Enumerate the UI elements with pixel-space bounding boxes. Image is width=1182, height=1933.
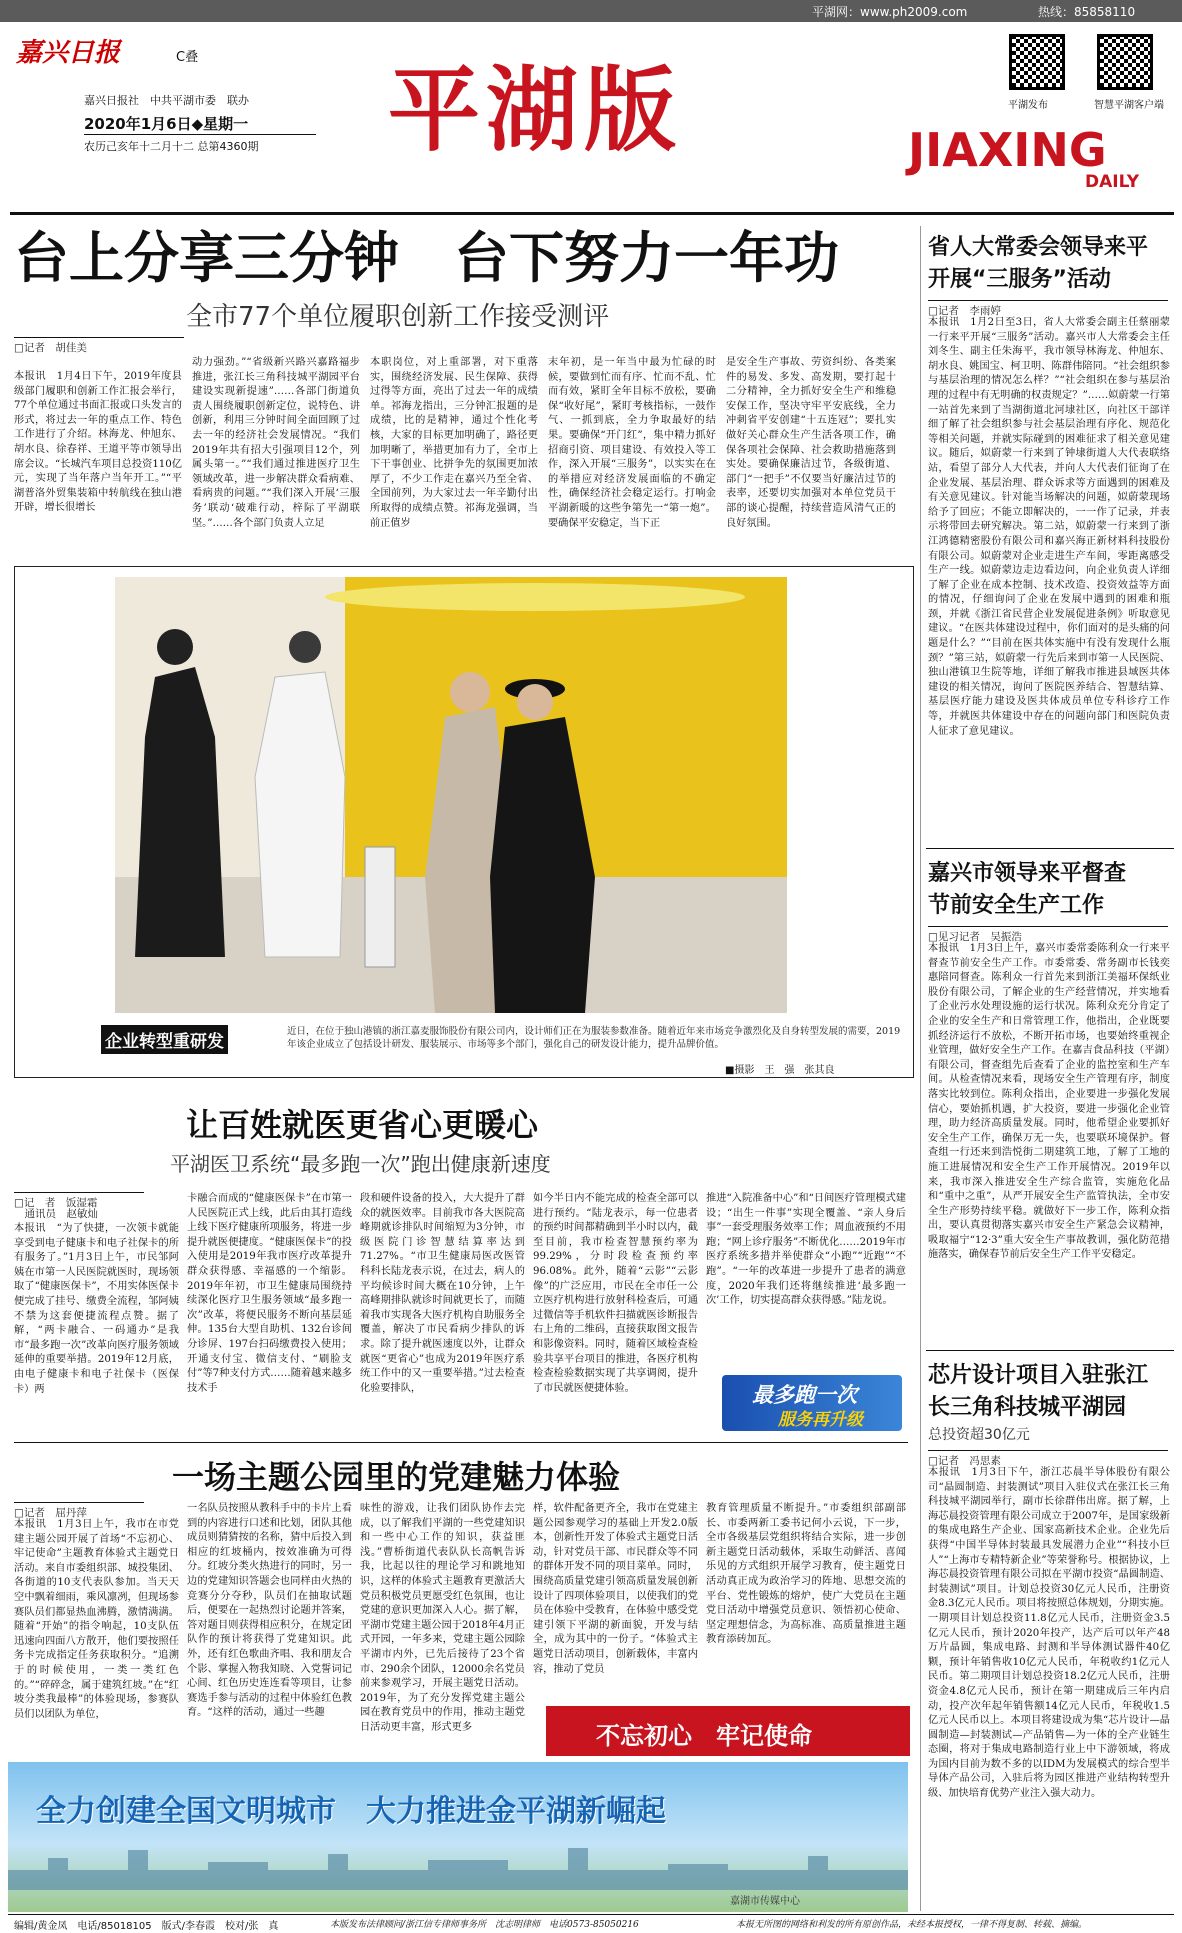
lead-column: 本报讯 1月4日下午，2019年度县级部门履职和创新工作汇报会举行，77个单位通过书面汇报或口头发言的形式，将过去一年的重点工作、特色工作进行了介绍。林海龙、仲旭东、胡水良、徐春祥、王道平等市领导出席会议。“长城汽车项目总投资110亿元，实现了当年落户当年开工。”“平湖普洛外贸集装箱中转航线在独山港开辟，增长很增长 (14, 371, 182, 514)
site-url[interactable]: 平湖网：www.ph2009.com (812, 5, 968, 19)
lunar-date: 农历己亥年十二月十二 总第4360期 (84, 140, 259, 153)
side1-byline: □记者 李雨婷 (928, 300, 1168, 318)
side1-headline: 省人大常委会领导来平 (928, 235, 1149, 260)
lead-body (14, 356, 914, 586)
story3-column: 本报讯 1月3日上午，我市在市党建主题公园开展了首场“不忘初心、牢记使命”主题教育体验式主题党日活动。来自市委组织部、城投集团、各街道的10支代表队参加。当天天空中飘着细雨，乘风凛冽，但现场参赛队员们都显热血沸腾，激情满满。随着“开始”的指令响起，10支队伍迅速向四面八方散开，他们要按照任务卡完成指定任务获取积分。“追溯于的时候使用，一类一类红色的。”“碎碎念，属于建筑红坡。”在“红坡分类我最棒”的体验现场，参赛队员们以团队为单位， (14, 1519, 179, 1720)
qr-label: 智慧平湖客户端 (1094, 100, 1164, 111)
story3-column: 味性的游戏，让我们团队协作去完成，以了解我们平湖的一些党建知识和一些中心工作的知识，获益匪浅。”曹桥街道代表队队长高帆告诉我，比起以往的理论学习和跳地知识，这样的体验式主题教育更激活大党员积极党员更愿受红色氛围，也让党建的意识更加深入人心。据了解，平湖市党建主题公园于2018年4月正式开园，一年多来，党建主题公园除平湖市内外，已先后接待了23个省市、290余个团队，12000余名党员前来参观学习，开展主题党日活动。2019年，为了充分发挥党建主题公园在教育党员中的作用，推动主题党日活动更丰富，形式更多 (360, 1503, 525, 1733)
photo-frame (14, 566, 914, 1078)
story2-byline: 通讯员 赵敏灿 (14, 1208, 98, 1220)
banner-credit: 嘉湖市传媒中心 (730, 1896, 800, 1907)
side2-headline: 嘉兴市领导来平督查 (928, 861, 1127, 886)
story3-headline: 一场主题公园里的党建魅力体验 (172, 1458, 621, 1496)
story3-column: 教育管理质量不断提升。”市委组织部副部长、市委两新工委书记何小云说，下一步，全市各级基层党组织将结合实际，进一步创新主题党日活动载体，采取生动鲜活、喜闻乐见的方式组织开展学习教育，使主题党日活动真正成为政治学习的阵地、思想交流的平台、党性锻炼的熔炉，使广大党员在主题党日活动中增强党员意识、领悟初心使命、坚定理想信念，为高标准、高质量推进主题教育添砖加瓦。 (706, 1503, 906, 1646)
masthead-rule (10, 212, 1174, 215)
issue-date: 2020年1月6日◆星期一 (84, 113, 316, 135)
footer-legal: 本版发布法律顾问/浙江信专律师事务所 沈志明律师 电话0573-85050216 (330, 1920, 639, 1930)
story2-subhead: 平湖医卫系统“最多跑一次”跑出健康新速度 (170, 1152, 551, 1176)
sidebar-divider (920, 226, 921, 1911)
side1-headline: 开展“三服务”活动 (928, 267, 1111, 292)
brand-sub: DAILY (1085, 172, 1140, 192)
side2-headline: 节前安全生产工作 (928, 893, 1105, 918)
story3-column: 一名队员按照从教科手中的卡片上看到的内容进行口述和比划，团队其他成员则猜猜按的名称，猜中后投入到相应的红坡桶内，按效准确为可得分。红坡分类火热进行的同时，另一边的党建知识答题会也同样由火热的竞赛分分夺秒，队员们在抽取试题后，便要在一起热烈讨论题并答案，答对题目则获得相应积分，在规定团队作的预计将获得了党建知识。此外，还有红色歌曲齐唱、我和朋友合个影、掌握入物我知晓、入党誓词记心间、红色历史连连看等项目，让参赛选手参与活动的过程中体验红色教育。“这样的活动，通过一些趣 (187, 1503, 352, 1719)
party-banner (546, 1706, 910, 1756)
skyline-graphic (8, 1840, 908, 1890)
photo-label: 企业转型重研发 (101, 1025, 228, 1054)
edition-title: 平湖版 (388, 56, 683, 164)
lead-subhead: 全市77个单位履职创新工作接受测评 (186, 302, 610, 332)
footer-rule (8, 1914, 1174, 1915)
lead-column: 本职岗位，对上重部署，对下重落实，围绕经济发展、民生保障、获得过得等方面，亮出了过去一年的成绩单。祁海龙指出，三分钟汇报题的是成绩，比的是精神，通过个性化考核，大家的目标更加明确了，路径更加明晰了，举措更加有力了，全市上下干事创业、比拼争先的氛围更加浓厚了，不少工作走在嘉兴乃至全省、全国前列，为大家过去一年辛勤付出所取得的成绩点赞。祁海龙强调，当前正值岁 (370, 357, 538, 529)
top-bar (0, 0, 1182, 22)
side2-byline: □见习记者 吴振浩 (928, 926, 1168, 944)
badge-line1: 最多跑一次 (752, 1383, 857, 1407)
story2-column: 段和硬件设备的投入，大大提升了群众的就医效率。目前我市各大医院高峰期就诊排队时间缩短为3分钟，市级医院门诊智慧结算率达到71.27%。“市卫生健康局医改医管科科长陆龙表示说，在过去，病人的平均候诊时间大概在10分钟，上午高峰期排队就诊时间就更长了，而随着我市实现各大医疗机构自助服务全覆盖，解决了市民看病少排队的诉求。除了提升就医速度以外，让群众就医“更省心”也成为2019年医疗系统工作中的又一重要举措。”过去检查化验要排队， (360, 1193, 525, 1394)
story2-byline: □记 者 饭湿霜 (14, 1192, 144, 1210)
section-rule (14, 1442, 908, 1443)
footer-copyright: 本报无所图的网络和利发的所有原创作品，未经本报授权，一律不得复制、转载、摘编。 (736, 1920, 1088, 1930)
factory-photo (115, 577, 787, 1013)
badge-line2: 服务再升级 (778, 1410, 863, 1430)
lead-byline: □记者 胡佳美 (14, 337, 184, 355)
newspaper-logo: 嘉兴日报 (16, 38, 121, 68)
story2-headline: 让百姓就医更省心更暖心 (186, 1106, 539, 1144)
lead-column: 是安全生产事故、劳资纠纷、各类案件的易发、多发、高发期，要打起十二分精神，全力抓好安全生产和维稳安保工作，坚决守牢平安底线，全力冲刺省平安创建“十五连冠”；要扎实做好关心群众生产生活各项工作，确保各项社会保障、社会救助措施落到实处。要确保廉洁过节，各级街道、部门“一把手”不仅要当好廉洁过节的表率，还要切实加强对本单位党员干部的谈心提醒，持续营造风清气正的良好氛围。 (726, 357, 896, 529)
edition-code: C叠 (176, 50, 199, 65)
story3-byline: □记者 屈丹萍 (14, 1502, 144, 1520)
banner-slogan: 全力创建全国文明城市 大力推进金平湖新崛起 (36, 1794, 666, 1829)
lead-headline: 台上分享三分钟 台下努力一年功 (14, 226, 840, 290)
story2-column: 推进“入院准备中心”和“日间医疗管理模式建设；“出生一件事”实现全覆盖、“亲人身后事”一套受理服务效率工作；周血液预约不用跑；“网上诊疗服务”不断优化……2019年市医疗系统多措并举使群众“小跑”“近跑”“不跑”。“一年的改革进一步提升了患者的满意度，2020年我们还将继续推进‘最多跑一次’工作，切实提高群众获得感。”陆龙说。 (706, 1193, 906, 1307)
lead-column: 末年初，是一年当中最为忙碌的时候，要做到忙而有序、忙而不乱、忙而有效，紧盯全年目标不放松，要确保“收好尾”，紧盯考核指标，一鼓作气、一抓到底，全力争取最好的结果。要确保“开门红”，集中精力抓好招商引资、项目建设、有效投入等工作，深入开展“三服务”，以实实在在的举措应对经济发展面临的不确定性，确保经济社会稳定运行。打响金平湖新暖的这些争第先一“第一炮”。要确保平安稳定，当下正 (548, 357, 716, 529)
side3-subhead: 总投资超30亿元 (928, 1427, 1030, 1443)
qr-label: 平湖发布 (1008, 100, 1048, 111)
party-banner-text: 不忘初心 牢记使命 (596, 1721, 812, 1750)
side-rule (926, 848, 1174, 849)
side3-byline: □记者 冯思素 (928, 1450, 1168, 1468)
civilization-banner (8, 1762, 908, 1912)
brand-main: JIAXING (908, 123, 1107, 177)
lead-column: 动力强劲。”“省级新兴路兴嘉路福步推进，张江长三角科技城平湖园平台建设实现新提速”……各部门街道负责人围绕履职创新定位，说特色、讲创新，利用三分钟时间全面回顾了过去一年的经济社会发展情况。“我们2019年共有招大引强项目12个，列属头第一。”“我们通过推进医疗卫生领域改革，进一步解决群众看病难、看病贵的问题。”“我们深入开展‘三服务’联动‘破难行动，梓际了平湖联坚。”……各个部门负责人立足 (192, 357, 360, 529)
qr-code-icon[interactable] (1009, 34, 1065, 90)
side-rule (926, 1350, 1174, 1351)
service-badge (722, 1375, 902, 1431)
story2-column: 本报讯 “为了快捷，一次领卡就能享受到电子健康卡和电子社保卡的所有服务了。”1月3日上午，市民邹阿姨在市第一人民医院就医时，现场领取了“健康医保卡”，不用实体医保卡便完成了挂号、缴费全流程，邹阿姨不禁为这套便捷流程点赞。据了解，“两卡融合、一码通办”是我市“最多跑一次”改革向医疗服务领域延伸的重要举措。2019年12月底，由电子健康卡和电子社保卡（医保卡）两 (14, 1223, 179, 1395)
side3-headline: 长三角科技城平湖园 (928, 1395, 1127, 1420)
side1-body: 本报讯 1月2日至3日，省人大常委会副主任蔡丽蒙一行来平开展“三服务”活动。嘉兴市人大常委会主任刘冬生、副主任朱海平，我市领导林海龙、仲旭东、胡水良、姚国宝、柯卫明、陈群伟陪同。“社会组织参与基层治理的情况怎么样？”“社会组织在参与基层治理的过程中有无明确的权责规定？”……姒蔚蒙一行第一站首先来到了当湖街道北河埭社区，向社区干部详细了解了社会组织参与社会基层治理有序化、规范化等相关问题，并就实际碰到的困难征求了相关意见建议。随后，姒蔚蒙一行来到了钟埭街道人大代表联络站，看望了部分人大代表，并向人大代表们征询了在企业发展、基层治理、群众诉求等方面遇到的困难及有关意见建议。针对能当场解决的问题，姒蔚蒙现场给予了回应；不能立即解决的，一一作了记录，并表示将带回去研究解决。第二站，姒蔚蒙一行来到了浙江鸿德精密股份有限公司和嘉兴海正新材料科技股份有限公司。姒蔚蒙对企业走进生产车间，零距离感受生产一线。姒蔚蒙边走边看边问，向企业负责人详细了解了企业在成本控制、技术改造、投资效益等方面的情况，仔细询问了企业在发展中遇到的困难和瓶颈，并就《浙江省民营企业发展促进条例》听取意见建议。“在医共体建设过程中，你们面对的是头痛的问题是什么？”“目前在医共体实施中有没有发现什么瓶颈？”第三站，姒蔚蒙一行先后来到市第一人民医院、独山港镇卫生院等地，详细了解我市推进县域医共体建设的相关情况，询问了医院医养结合、智慧结算、基层医疗能力建设及医共体成员单位专科诊疗工作等，并就医共体建设中存在的问题向部门和医院负责人征求了意见建议。 (928, 317, 1170, 737)
masthead (0, 22, 1182, 212)
footer-editors: 编辑/黄金凤 电话/85018105 版式/李春霞 校对/张 真 (14, 1921, 279, 1932)
side2-body: 本报讯 1月3日上午，嘉兴市委常委陈利众一行来平督查节前安全生产工作。市委常委、常务副市长钱奕惠陪同督查。陈利众一行首先来到浙江美福环保纸业股份有限公司，了解企业的生产经营情况，并实地看了企业污水处理设施的运行状况。陈利众充分肯定了企业的安全生产和日常管理工作，他指出，企业既要抓经济运行不放松，不断开拓市场，也要始终重视企业管理，做好安全生产工作。在嘉吉食品科技（平湖）有限公司，督查组先后查看了企业的监控室和生产车间。从检查情况来看，现场安全生产管理有序，制度落实比较到位。陈利众指出，企业要进一步强化发展信心，要始抓机遇，扩大投资，要进一步强化企业管理，助力经济高质量发展。同时，他希望企业要抓好安全生产工作，确保万无一失，也要联环境保护。督查组一行还来到浩悦街二期建筑工地，了解了工地的施工进展情况和安全生产工作开展情况。2019年以来，我市深入推进安全生产综合监管，实施危化品和“重中之重”，从严开展安全生产监管执法，全市安全生产形势持续平稳。就做好下一步工作，陈利众指出，要认真贯彻落实嘉兴市安全生产紧急会议精神，吸取福宁“12·3”重大安全生产事故教训，强化防范措施落实，确保春节前后安全生产工作平安稳定。 (928, 943, 1170, 1261)
publisher: 嘉兴日报社 中共平湖市委 联办 (84, 94, 249, 107)
story3-column: 样，软件配备更齐全，我市在党建主题公园参观学习的基础上开发2.0版本，创新性开发了体验式主题党日活动，针对党员干部、市民群众等不同的群体开发不同的项目菜单。同时，围绕高质量党建引领高质量发展创新设计了四项体验项目，以使我们的党员在体验中受教育，在体验中感受党建引领下平湖的新面貌，开发与结全，成为其中的一份子。“体验式主题党日活动项目，创新载体，丰富内容，推动了党员 (533, 1503, 698, 1675)
hotline: 热线：85858110 (1038, 5, 1136, 19)
photo-caption: 近日，在位于独山港镇的浙江嘉麦服饰股份有限公司内，设计师们正在为服装参数准备。随着近年来市场竞争激烈化及自身转型发展的需要，2019年该企业成立了包括设计研发、服装展示、市场等多个部门，强化自己的研发设计能力，提升品牌价值。 (287, 1026, 901, 1050)
side3-headline: 芯片设计项目入驻张江 (928, 1363, 1149, 1388)
side3-body: 本报讯 1月3日下午，浙江芯晨半导体股份有限公司“晶圆制造、封装测试”项目入驻仪式在张江长三角科技城平湖园举行，副市长徐群伟出席。据了解，上海芯晨投资管理有限公司成立于2007年，是国家级新的集成电路生产企业、国家高新技术企业。企业先后获得“中国半导体封装最具发展潜力企业”“科技小巨人”“上海市专精特新企业”等荣誉称号。根据协议，上海芯晨投资管理有限公司拟在平湖市投资“晶圆制造、封装测试”项目。计划总投资30亿元人民币，注册资金8.3亿元人民币。项目将按照总体规划，分期实施。一期项目计划总投资11.8亿元人民币，注册资金3.5亿元人民币，预计2020年投产，达产后可以年产48万片晶圆，集成电路、封测和半导体测试器件40亿颗，预计年销售收10亿元人民币，年税收约1亿元人民币。第二期项目计划总投资18.2亿元人民币，注册资金4.8亿元人民币，预计在第一期建成后三年内启动，投产次年起年销售额14亿元人民币，年税收1.5亿元人民币以上。本项目将建设成为集“芯片设计—晶圆制造—封装测试—产品销售—为一体的全产业链生态圈，将对于集成电路制造行业上中下游领域，将成为国内目前为数不多的以IDM为发展模式的综合型半导体产品公司，入驻后将为园区推进产业结构转型升级、加快培育优势产业注入强大动力。 (928, 1467, 1170, 1800)
qr-code-icon[interactable] (1097, 34, 1153, 90)
story2-column: 如今半日内不能完成的检查全部可以进行预约。“陆龙表示，每一位患者的预约时间都精确到半小时以内，截至目前，我市检查智慧预约率为99.29%，分时段检查预约率96.08%。此外，随着“云影”“云影像”的广泛应用，市民在全市任一公立医疗机构进行放射科检查后，可通过微信等手机软件扫描就医诊断报告右上角的二维码，直接获取图文报告和影像资料。同时，随着区域检查检验共享平台项目的推进，各医疗机构检查检验数据实现了共享调阅，提升了市民就医便捷体验。 (533, 1193, 698, 1394)
story2-column: 卡融合而成的“健康医保卡”在市第一人民医院正式上线，此后由其打造线上线下医疗健康所项服务，将进一步提升就医便捷度。“健康医保卡”的投入使用是2019年我市医疗改革提升群众获得感、幸福感的一个缩影。2019年年初，市卫生健康局围绕持续深化医疗卫生服务领域“最多跑一次”改革，将便民服务不断向基层延伸。135台大型自助机、132台诊间分诊屏、197台扫码缴费投入使用；开通支付宝、微信支付、“刷脸支付”等7种支付方式……随着越来越多技术手 (187, 1193, 352, 1394)
photo-credit: ■摄影 王 强 张其良 (725, 1065, 835, 1076)
